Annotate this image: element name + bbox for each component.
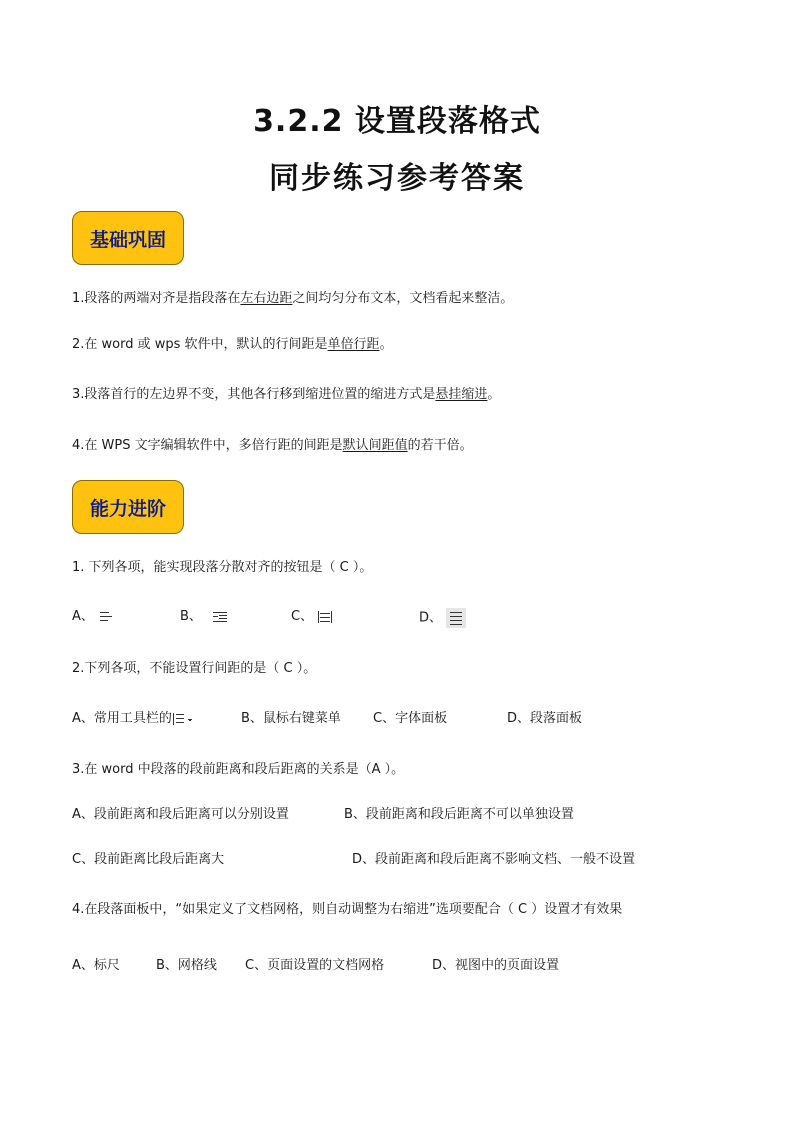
advanced-question-1: 1. 下列各项，能实现段落分散对齐的按钮是（ C ）。 bbox=[72, 560, 373, 575]
question-text: 4.在 WPS 文字编辑软件中，多倍行距的间距是 bbox=[72, 438, 343, 453]
q1-option-d bbox=[419, 608, 466, 628]
basic-question-2 bbox=[72, 336, 393, 354]
question-text: 1.段落的两端对齐是指段落在 bbox=[72, 291, 241, 306]
q3-option-b: B、段前距离和段后距离不可以单独设置 bbox=[344, 807, 574, 822]
justify-icon bbox=[446, 608, 466, 628]
q1-option-a bbox=[72, 608, 114, 626]
answer-text: 悬挂缩进 bbox=[435, 387, 488, 402]
q2-option-d: D、段落面板 bbox=[507, 711, 583, 726]
q4-option-d: D、视图中的页面设置 bbox=[432, 958, 560, 973]
question-text: 的若干倍。 bbox=[407, 438, 473, 453]
document-subtitle: 同步练习参考答案 bbox=[269, 161, 525, 196]
advanced-question-4: 4.在段落面板中，“如果定义了文档网格，则自动调整为右缩进”选项要配合（ C ）设置才有效果 bbox=[72, 902, 623, 917]
advanced-question-2: 2.下列各项，不能设置行间距的是（ C ）。 bbox=[72, 661, 317, 676]
q1-option-c bbox=[291, 608, 333, 626]
q2-option-b: B、鼠标右键菜单 bbox=[241, 711, 341, 726]
answer-text: 默认间距值 bbox=[342, 438, 408, 453]
answer-text: 左右边距 bbox=[240, 291, 293, 306]
question-text: 。 bbox=[379, 337, 393, 352]
basic-question-4 bbox=[72, 437, 473, 455]
q4-option-c: C、页面设置的文档网格 bbox=[245, 958, 385, 973]
question-text: 之间均匀分布文本，文档看起来整洁。 bbox=[292, 291, 514, 306]
q3-option-d: D、段前距离和段后距离不影响文档、一般不设置 bbox=[352, 852, 636, 867]
distributed-align-icon bbox=[317, 609, 333, 625]
section-badge-basic: 基础巩固 bbox=[72, 211, 184, 265]
advanced-question-3: 3.在 word 中段落的段前距离和段后距离的关系是（A ）。 bbox=[72, 762, 405, 777]
q3-option-c: C、段前距离比段后距离大 bbox=[72, 852, 225, 867]
option-label: A、 bbox=[72, 609, 94, 624]
question-text: 3.段落首行的左边界不变，其他各行移到缩进位置的缩进方式是 bbox=[72, 387, 436, 402]
document-title: 3.2.2 设置段落格式 bbox=[253, 104, 541, 139]
q3-option-a: A、段前距离和段后距离可以分别设置 bbox=[72, 807, 289, 822]
option-label: D、 bbox=[419, 610, 443, 626]
q4-option-a: A、标尺 bbox=[72, 958, 120, 973]
section-badge-advanced: 能力进阶 bbox=[72, 480, 184, 534]
align-left-icon bbox=[98, 609, 114, 625]
option-label: C、 bbox=[291, 609, 314, 624]
basic-question-3 bbox=[72, 386, 500, 404]
q1-option-b bbox=[180, 608, 228, 626]
answer-text: 单倍行距 bbox=[327, 337, 380, 352]
decrease-indent-icon bbox=[212, 609, 228, 625]
option-label: A、常用工具栏的 bbox=[72, 711, 172, 726]
basic-question-1 bbox=[72, 290, 513, 308]
q2-option-c: C、字体面板 bbox=[373, 711, 448, 726]
option-label: B、 bbox=[180, 609, 202, 624]
q2-option-a bbox=[72, 710, 198, 728]
question-text: 。 bbox=[487, 387, 501, 402]
q4-option-b: B、网格线 bbox=[156, 958, 217, 973]
line-spacing-icon bbox=[172, 711, 198, 727]
question-text: 2.在 word 或 wps 软件中，默认的行间距是 bbox=[72, 337, 328, 352]
